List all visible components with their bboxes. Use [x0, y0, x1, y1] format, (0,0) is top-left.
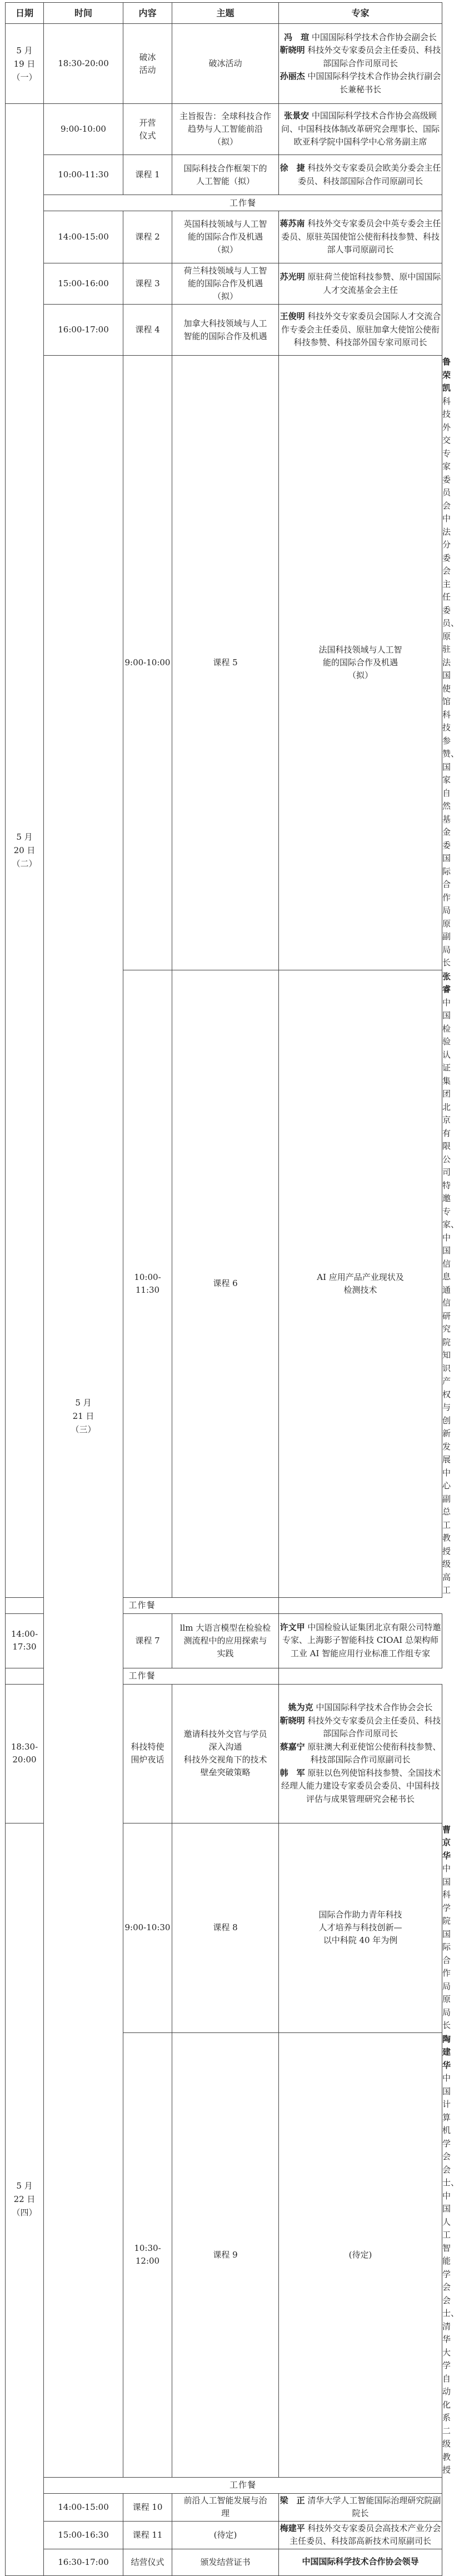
meal-cell: 工作餐 [44, 2477, 442, 2493]
date-weekday: （四） [12, 2208, 37, 2218]
time-cell: 15:00-16:30 [44, 2521, 123, 2549]
date-month: 5 月 [16, 45, 33, 56]
expert-desc: 中国科学院国际合作局原局长 [442, 1864, 451, 2030]
table-row [6, 155, 442, 195]
expert-entry [279, 2494, 442, 2520]
date-month: 5 月 [16, 2181, 33, 2191]
topic-cell: 荷兰科技领域与人工智 能的国际合作及机遇 （拟） [172, 263, 279, 305]
topic-cell: 前沿人工智能发展与治 理 [172, 2493, 279, 2521]
content-cell: 课程 3 [123, 263, 172, 305]
expert-entry [279, 1741, 442, 1767]
expert-desc: 原驻澳大利亚使馆公使衔科技参赞、科技部国际合作司原副司长 [307, 1741, 441, 1765]
meal-cell: 工作餐 [6, 1668, 279, 1684]
table-row [6, 24, 442, 104]
expert-entry [279, 1715, 442, 1741]
topic-cell: 国际科技合作框架下的 人工智能（拟） [172, 155, 279, 195]
content-cell: 课程 11 [123, 2521, 172, 2549]
header-topic: 主题 [172, 3, 279, 24]
time-cell: 14:00-15:00 [44, 211, 123, 263]
expert-desc: 科技外交专家委员会国际人才交流合作专委会主任委员、原驻加拿大使馆公使衔科技参赞、科技部外国专家司原司长 [281, 311, 441, 348]
header-date: 日期 [6, 3, 44, 24]
date-day: 22 日 [13, 2194, 36, 2204]
table-row [6, 211, 442, 263]
content-cell: 破冰 活动 [123, 24, 172, 104]
topic-cell: 邀请科技外交官与学员 深入沟通 科技外交视角下的技术 壁垒突破策略 [172, 1684, 279, 1823]
expert-desc: 原驻荷兰使馆科技参赞、原中国国际人才交流基金会主任 [307, 272, 441, 295]
topic-cell: 颁发结营证书 [172, 2549, 279, 2575]
expert-desc: 中国国际科学技术合作协会会长 [316, 1702, 433, 1712]
expert-desc: 科技外交专家委员会高技术产业分会主任委员、科技部高新技术司原副司长 [289, 2523, 441, 2546]
expert-name: 姚为克 [288, 1702, 313, 1712]
expert-cell [279, 263, 442, 305]
header-content: 内容 [123, 3, 172, 24]
content-cell: 课程 9 [172, 2032, 279, 2477]
table-row [6, 2493, 442, 2521]
date-cell [44, 356, 123, 2478]
time-cell: 10:00-11:30 [44, 155, 123, 195]
expert-name: 靳晓明 [280, 1715, 305, 1726]
table-row [6, 305, 442, 356]
time-cell: 9:00-10:00 [44, 104, 123, 155]
topic-cell: 英国科技领域与人工智 能的国际合作及机遇 （拟） [172, 211, 279, 263]
expert-cell [279, 2521, 442, 2549]
content-cell: 课程 2 [123, 211, 172, 263]
expert-name: 蒋苏南 [280, 218, 305, 229]
expert-desc: 中国国际科学技术合作协会执行副会长兼秘书长 [307, 71, 441, 94]
expert-name: 靳晓明 [280, 45, 305, 56]
header-row [6, 3, 442, 24]
topic-cell: 主旨报告：全球科技合作 趋势与人工智能前沿 （拟） [172, 104, 279, 155]
expert-name: 蔡嘉宁 [280, 1741, 305, 1752]
expert-entry [279, 1621, 442, 1661]
expert-desc: 科技外交专家委员会中英专委会主任委员、原驻英国使馆公使衔科技参赞、科技部人事司原副司长 [281, 218, 441, 255]
expert-name: 张景安 [284, 111, 310, 121]
date-weekday: （三） [71, 1424, 96, 1435]
expert-desc: 科技外交专家委员会欧美分委会主任委员、科技部国际合作司原副司长 [297, 163, 441, 186]
expert-cell [279, 305, 442, 356]
expert-name: 张 睿 [442, 971, 459, 994]
expert-entry [279, 1767, 442, 1806]
time-cell: 18:30-20:00 [6, 1684, 44, 1823]
meal-cell: 工作餐 [6, 1597, 279, 1613]
expert-desc: 科技外交专家委员会中法分委会主任委员、原驻法国使馆科技参赞、国家自然基金委国际合作局原副局长 [442, 396, 459, 968]
content-cell: 课程 8 [172, 1823, 279, 2032]
expert-name: 冯 瑄 [284, 32, 310, 42]
expert-entry [279, 162, 442, 188]
time-cell: 15:00-16:00 [44, 263, 123, 305]
expert-name: 陶建华 [442, 2034, 451, 2070]
topic-cell: 国际合作助力青年科技 人才培养与科技创新— 以中科院 40 年为例 [279, 1823, 442, 2032]
expert-entry [279, 70, 442, 96]
table-row [6, 263, 442, 305]
topic-cell: (待定) [172, 2521, 279, 2549]
date-cell [6, 24, 44, 104]
date-month: 5 月 [75, 1398, 92, 1408]
table-row [6, 104, 442, 155]
date-month: 5 月 [16, 832, 33, 843]
date-day: 19 日 [13, 58, 36, 69]
expert-cell [279, 24, 442, 104]
content-cell: 科技特使 围炉夜话 [123, 1684, 172, 1823]
expert-desc: 中国计算机学会会士、中国人工智能学会会士、清华大学自动化系二级教授 [442, 2073, 459, 2475]
date-day: 21 日 [72, 1411, 94, 1422]
expert-name: 梁 正 [280, 2495, 305, 2505]
header-time: 时间 [44, 3, 123, 24]
expert-cell [279, 211, 442, 263]
date-weekday: （二） [12, 859, 37, 869]
time-cell: 18:30-20:00 [44, 24, 123, 104]
expert-name: 韩 军 [280, 1767, 305, 1778]
topic-cell: llm 大语言模型在检验检 测流程中的应用探索与 实践 [172, 1613, 279, 1668]
header-expert: 专家 [279, 3, 442, 24]
expert-cell [279, 155, 442, 195]
expert-desc: 科技外交专家委员会主任委员、科技部国际合作司原司长 [307, 1715, 441, 1738]
date-weekday: （一） [12, 72, 37, 82]
table-row [6, 356, 442, 970]
expert-entry [279, 310, 442, 350]
expert-name: 徐 捷 [280, 163, 305, 173]
expert-cell [279, 1613, 442, 1668]
expert-cell [279, 104, 442, 155]
time-cell: 9:00-10:30 [123, 1823, 172, 2032]
expert-desc: 原驻以色列使馆科技参赞、全国技术经理人能力建设专家委员会委员、中国科技评估与成果管理研究会秘书长 [281, 1767, 441, 1804]
content-cell: 课程 7 [123, 1613, 172, 1668]
meal-cell: 工作餐 [44, 195, 442, 211]
content-cell: 课程 4 [123, 305, 172, 356]
expert-name: 中国国际科学技术合作协会领导 [302, 2557, 419, 2567]
content-cell: 课程 10 [123, 2493, 172, 2521]
content-cell: 课程 5 [172, 356, 279, 970]
expert-cell [279, 2549, 442, 2575]
expert-entry [279, 109, 442, 149]
time-cell: 14:00-17:30 [6, 1613, 44, 1668]
expert-entry [279, 2555, 442, 2569]
topic-cell: AI 应用产品产业现状及 检测技术 [279, 970, 442, 1597]
expert-cell [279, 2493, 442, 2521]
date-cell [6, 104, 44, 1598]
topic-cell: 法国科技领域与人工智 能的国际合作及机遇 （拟） [279, 356, 442, 970]
expert-desc: 中国国际科学技术合作协会高级顾问、中国科技体制改革研究会理事长、国际欧亚科学院中国科学中心常务副主席 [281, 111, 440, 147]
expert-desc: 清华大学人工智能国际治理研究院副院长 [307, 2495, 441, 2518]
expert-entry [279, 2522, 442, 2548]
expert-name: 孙丽杰 [280, 71, 305, 82]
expert-name: 许文甲 [280, 1622, 305, 1632]
date-cell [6, 1823, 44, 2575]
expert-desc: 中国检验认证集团北京有限公司特邀专家、上海影子智能科技 CIOAI 总架构师工业 AI 智能应用行业标准工作组专家 [282, 1622, 441, 1658]
content-cell: 课程 1 [123, 155, 172, 195]
expert-name: 曹京华 [442, 1824, 451, 1861]
time-cell: 10:30-12:00 [123, 2032, 172, 2477]
expert-entry [279, 31, 442, 44]
expert-entry [279, 1701, 442, 1715]
meal-row [6, 2477, 442, 2493]
expert-name: 苏光明 [280, 272, 305, 282]
time-cell: 9:00-10:00 [123, 356, 172, 970]
table-row [6, 2521, 442, 2549]
time-cell: 10:00-11:30 [123, 970, 172, 1597]
expert-desc: 中国国际科学技术合作协会副会长 [311, 32, 437, 42]
topic-cell: 破冰活动 [172, 24, 279, 104]
date-day: 20 日 [13, 845, 36, 856]
expert-name: 梅建平 [280, 2523, 305, 2533]
meal-row [6, 1668, 442, 1684]
schedule-table [5, 2, 459, 2576]
expert-entry [279, 44, 442, 70]
meal-row [6, 1597, 442, 1613]
time-cell: 16:00-17:00 [44, 305, 123, 356]
expert-entry [279, 271, 442, 297]
time-cell: 16:30-17:00 [44, 2549, 123, 2575]
expert-name: 鲁荣凯 [442, 357, 451, 393]
topic-cell: 加拿大科技领域与人工 智能的国际合作及机遇 [172, 305, 279, 356]
content-cell: 结营仪式 [123, 2549, 172, 2575]
expert-entry [279, 217, 442, 257]
expert-name: 王俊明 [280, 311, 305, 322]
expert-cell [279, 1684, 442, 1823]
meal-row [6, 195, 442, 211]
expert-desc: 科技外交专家委员会主任委员、科技部国际合作司原司长 [307, 45, 441, 68]
content-cell: 开营 仪式 [123, 104, 172, 155]
content-cell: 课程 6 [172, 970, 279, 1597]
topic-cell: (待定) [279, 2032, 442, 2477]
table-row [6, 2549, 442, 2575]
expert-desc: 中国检验认证集团北京有限公司特邀专家、中国信息通信研究院知识产权与创新发展中心副总工教授级高工 [442, 997, 459, 1595]
time-cell: 14:00-15:00 [44, 2493, 123, 2521]
